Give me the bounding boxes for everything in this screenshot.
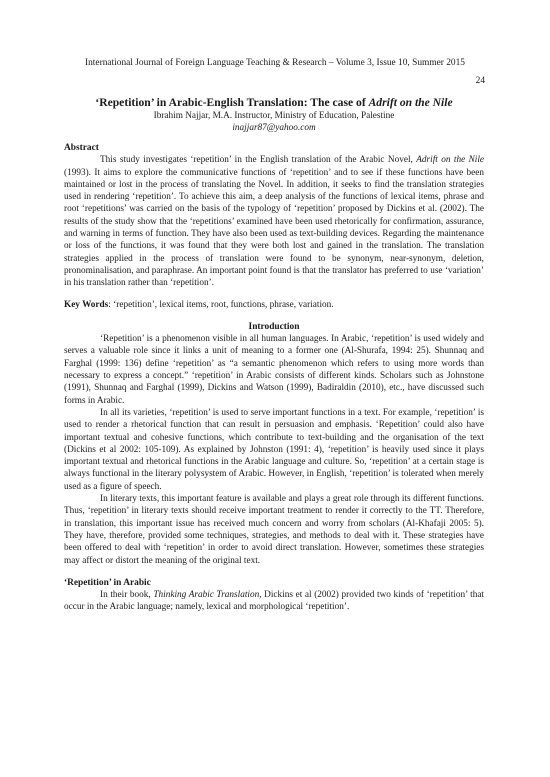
abstract-novel-name: Adrift on the Nile xyxy=(416,155,484,166)
running-header: International Journal of Foreign Language Teaching & Research – Volume 3, Issue 10, Summer 2015 xyxy=(85,58,465,68)
introduction-heading: Introduction xyxy=(248,321,300,332)
author-email xyxy=(64,122,484,134)
book-title: Thinking Arabic Translation, xyxy=(153,590,262,601)
abstract-heading: Abstract xyxy=(64,143,99,153)
keywords-label: Key Words xyxy=(64,299,109,310)
introduction-paragraph-3: In literary texts, this important feature is available and plays a great role through its different functions. Thus, ‘repetition’ in literary texts should receive important treatment to render it correctly to the TT. Therefore, in translation, this important issue has received much concern and worry from scholars (Al-Khafaji 2005: 5). They have, therefore, provided some techniques, strategies, and methods to deal with it. These strategies have been offered to deal with ‘repetition’ in order to avoid direct translation. However, sometimes these strategies may affect or distort the meaning of the original text. xyxy=(64,494,484,566)
abstract-text-start: This study investigates ‘repetition’ in the English translation of the Arabic Novel, xyxy=(100,155,417,166)
page-content xyxy=(64,96,484,614)
author-line: Ibrahim Najjar, M.A. Instructor, Ministry of Education, Palestine xyxy=(153,111,395,121)
abstract-paragraph xyxy=(64,154,484,289)
section-text-rest: Dickins et al (2002) provided two kinds of ‘repetition’ that occur in the Arabic language; namely, lexical and morphological ‘repetition’. xyxy=(64,590,484,613)
article-title xyxy=(64,96,484,110)
title-novel-name: Adrift on the Nile xyxy=(368,96,453,109)
title-text: ‘Repetition’ in Arabic-English Translation: The case of xyxy=(95,96,369,109)
page-number: 24 xyxy=(475,76,485,86)
repetition-arabic-heading: ‘Repetition’ in Arabic xyxy=(64,577,151,588)
repetition-arabic-paragraph xyxy=(64,589,484,614)
introduction-paragraph-1: ‘Repetition’ is a phenomenon visible in all human languages. In Arabic, ‘repetition’ is used widely and serves a valuable role since it links a unit of meaning to a former one (Al-Shurafa, 1994: 25). Shunnaq and Farghal (1999: 136) define ‘repetition’ as “a semantic phenomenon which refers to using more words than necessary to express a concept.” ‘repetition’ in Arabic consists of different kinds. Scholars such as Johnstone (1991), Shunnaq and Farghal (1999), Dickins and Watson (1999), Badiraldin (2010), etc., have discussed such forms in Arabic. xyxy=(64,334,484,406)
introduction-paragraph-2: In all its varieties, ‘repetition’ is used to serve important functions in a text. For example, ‘repetition’ is used to render a rhetorical function that can result in persuasion and emphasis. ‘Repetition’ could also have important textual and cohesive functions, which contribute to text-building and the organisation of the text (Dickins et al 2002: 105-109). As explained by Johnston (1991: 4), ‘repetition’ is heavily used since it plays important textual and rhetorical functions in the Arabic language and culture. So, ‘repetition’ at a certain stage is always functional in the literary polysystem of Arabic. However, in English, ‘repetition’ is tolerated when merely used as a figure of speech. xyxy=(64,407,484,492)
keywords xyxy=(64,299,484,311)
email-text: inajjar87@yahoo.com xyxy=(232,123,316,133)
abstract-text-rest: (1993). It aims to explore the communicative functions of ‘repetition’ and to see if these functions have been maintained or lost in the process of translating the Novel. In addition, it seeks to find the translation strategies used in rendering ‘repetition’. To achieve this aim, a deep analysis of the functions of lexical items, phrase and root ‘repetitions’ was carried on the basis of the typology of ‘repetition’ proposed by Dickins et al. (2002). The results of the study show that the ‘repetitions’ examined have been used rhetorically for confirmation, assurance, and warning in terms of function. They have also been used as text-building devices. Regarding the maintenance or loss of the functions, it was found that they were both lost and gained in the translation. The translation strategies applied in the process of translation were found to be synonym, near-synonym, deletion, pronominalisation, and paraphrase. An important point found is that the translator has preferred to use ‘variation’ in his translation rather than ‘repetition’. xyxy=(64,167,484,289)
keywords-text: : ‘repetition’, lexical items, root, functions, phrase, variation. xyxy=(108,299,334,310)
section-text-start: In their book, xyxy=(100,590,154,601)
